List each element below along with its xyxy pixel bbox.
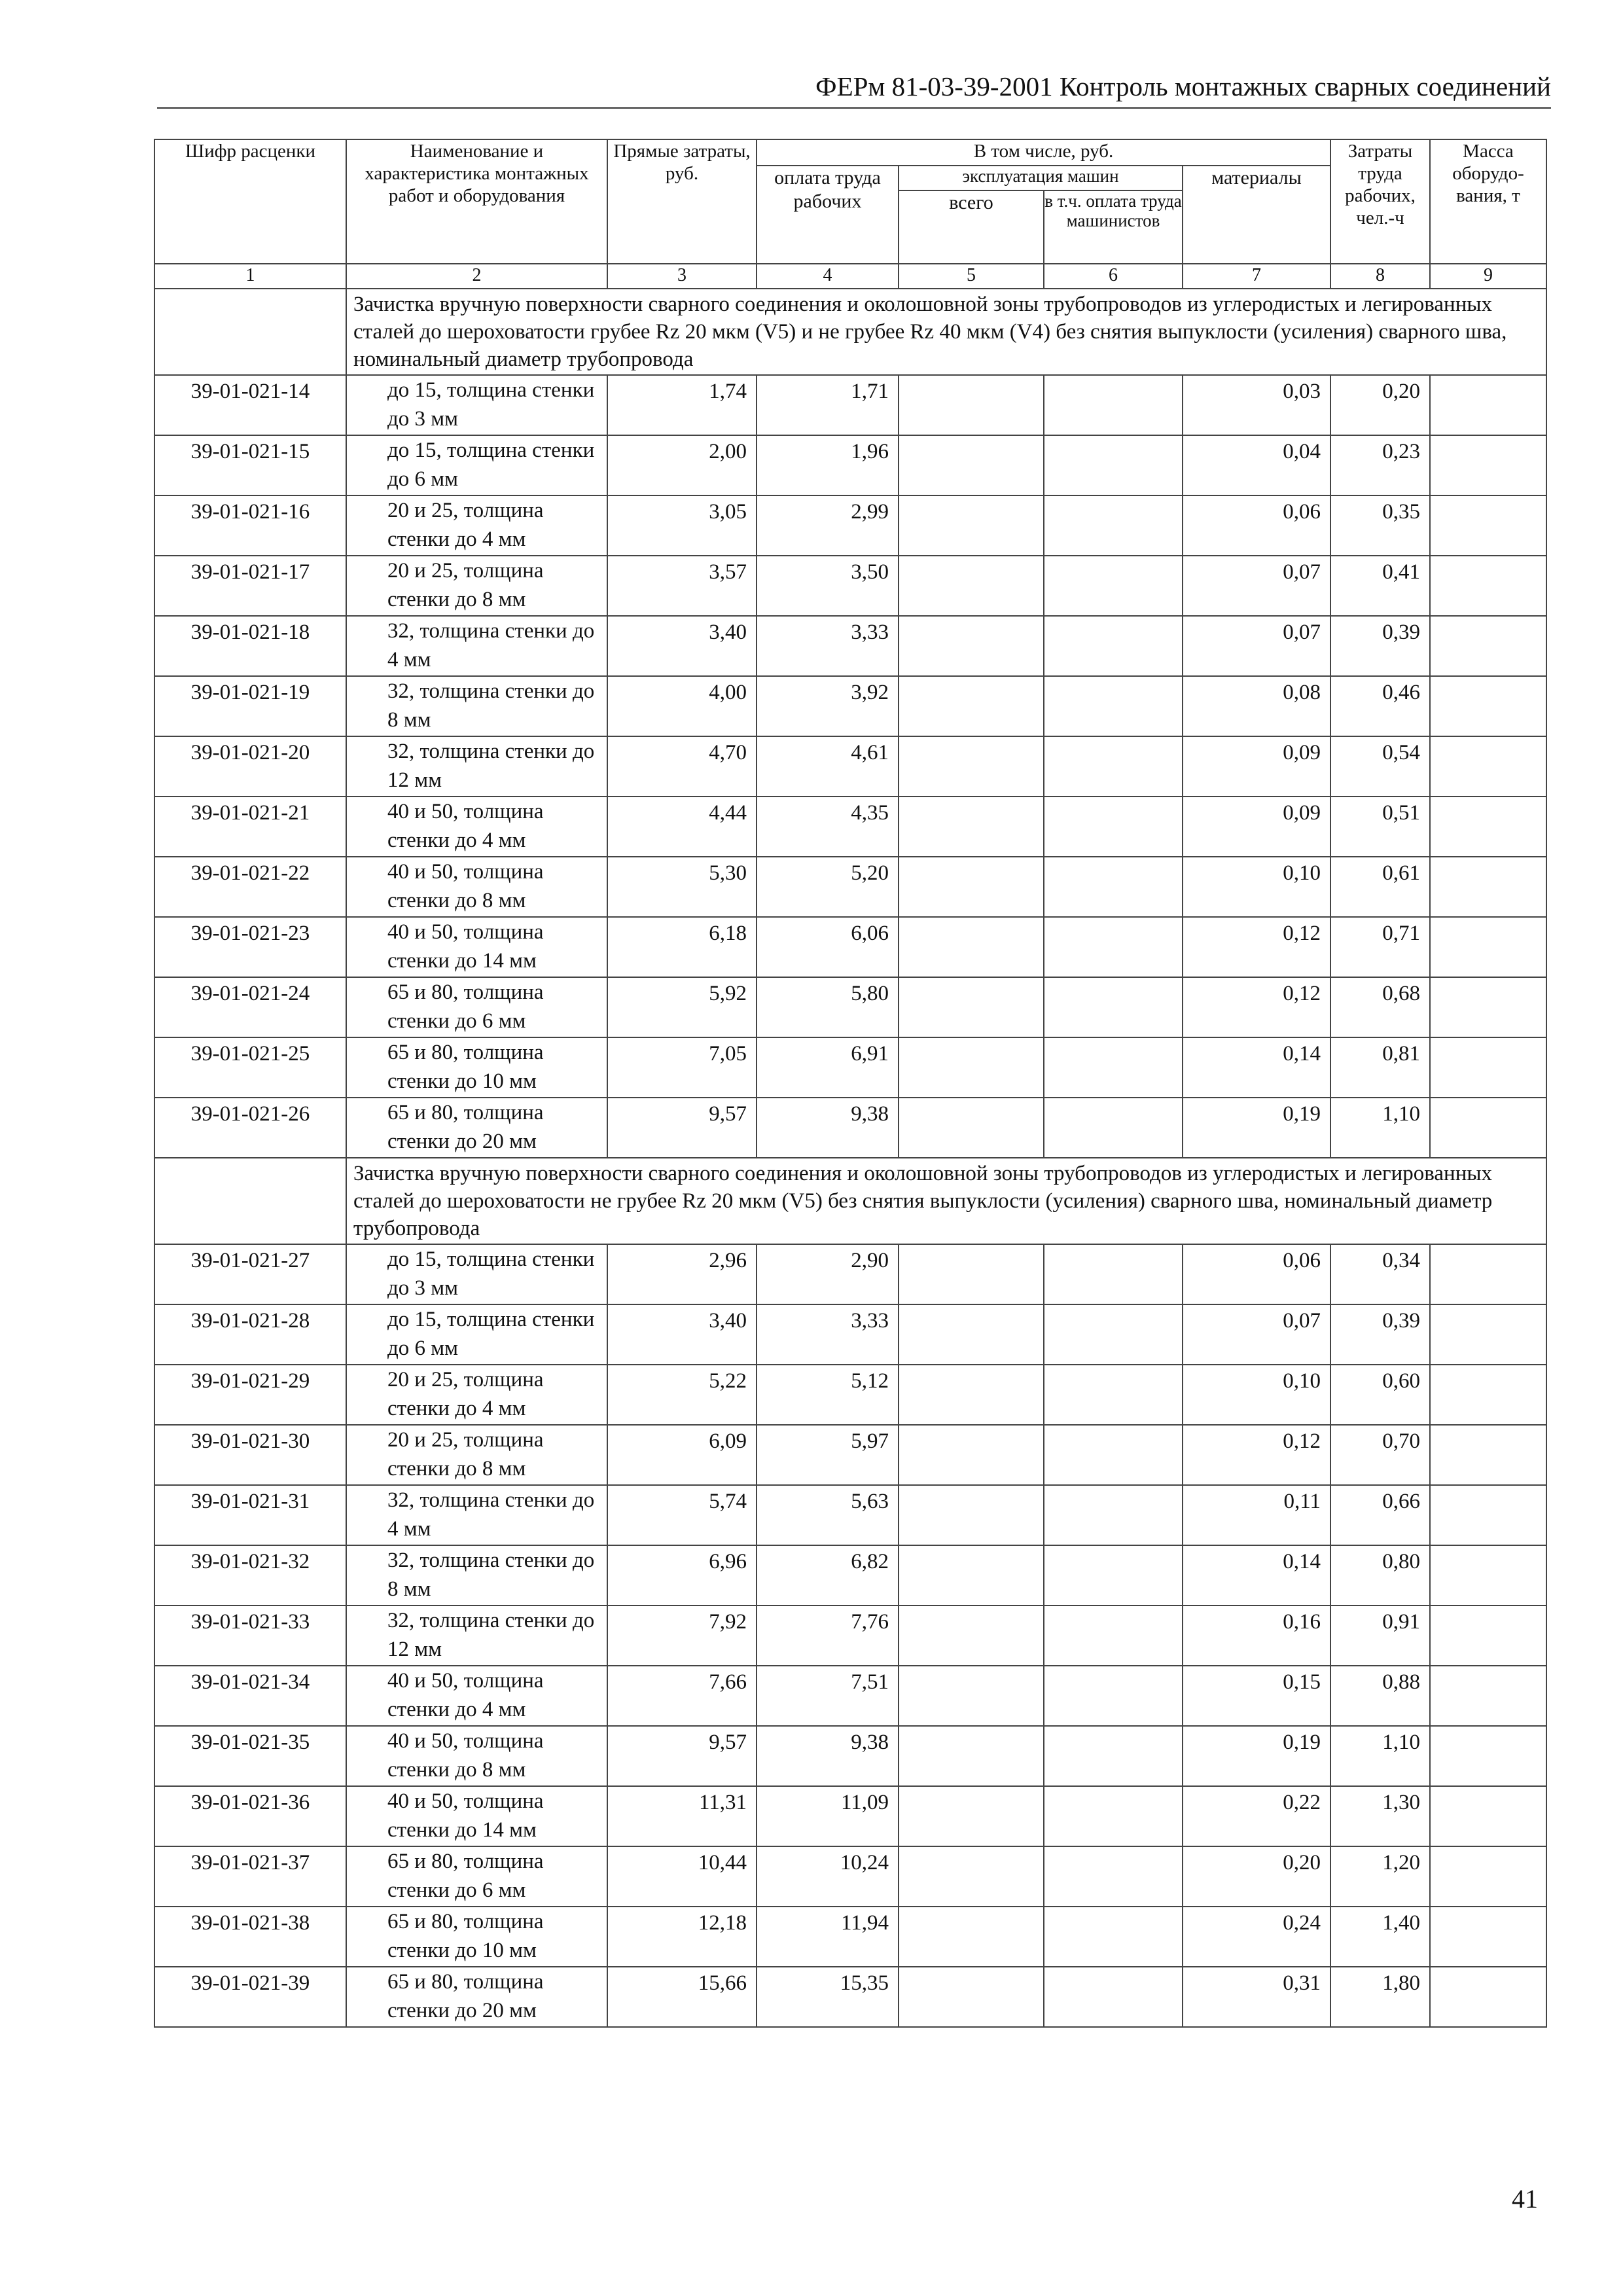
column-number: 2 [346, 264, 607, 289]
equipment-mass [1430, 1545, 1546, 1605]
direct-costs: 9,57 [607, 1098, 757, 1158]
materials-cost: 0,16 [1183, 1605, 1330, 1666]
machines-total [899, 797, 1044, 857]
work-name: до 15, толщина стенки до 3 мм [346, 1244, 607, 1304]
machinists-pay [1044, 1244, 1183, 1304]
table-row [154, 1545, 1546, 1605]
machinists-pay [1044, 1365, 1183, 1425]
labor-pay: 7,51 [757, 1666, 899, 1726]
header-machines-total: всего [899, 190, 1044, 264]
equipment-mass [1430, 676, 1546, 736]
section-title: Зачистка вручную поверхности сварного соединения и околошовной зоны трубопроводов из углеродистых и легированных сталей до шероховатости грубее Rz 20 мкм (V5) и не грубее Rz 40 мкм (V4) без снятия выпуклости (усиления) сварного шва, номинальный диаметр трубопровода [346, 289, 1546, 375]
machinists-pay [1044, 977, 1183, 1037]
work-name: 32, толщина стенки до 12 мм [346, 1605, 607, 1666]
table-row [154, 736, 1546, 797]
price-table [154, 139, 1547, 2028]
direct-costs: 5,22 [607, 1365, 757, 1425]
labor-hours: 0,80 [1330, 1545, 1430, 1605]
labor-hours: 1,80 [1330, 1967, 1430, 2027]
work-name: до 15, толщина стенки до 3 мм [346, 375, 607, 435]
labor-pay: 9,38 [757, 1726, 899, 1786]
direct-costs: 6,18 [607, 917, 757, 977]
section-header-row [154, 289, 1546, 375]
machines-total [899, 857, 1044, 917]
equipment-mass [1430, 1304, 1546, 1365]
equipment-mass [1430, 857, 1546, 917]
rate-code: 39-01-021-16 [154, 495, 346, 556]
direct-costs: 6,96 [607, 1545, 757, 1605]
machinists-pay [1044, 375, 1183, 435]
materials-cost: 0,19 [1183, 1098, 1330, 1158]
machines-total [899, 736, 1044, 797]
machinists-pay [1044, 676, 1183, 736]
table-row [154, 1037, 1546, 1098]
table-row [154, 857, 1546, 917]
machines-total [899, 1907, 1044, 1967]
materials-cost: 0,07 [1183, 556, 1330, 616]
machines-total [899, 1037, 1044, 1098]
rate-code: 39-01-021-19 [154, 676, 346, 736]
work-name: 65 и 80, толщина стенки до 6 мм [346, 1846, 607, 1907]
direct-costs: 11,31 [607, 1786, 757, 1846]
direct-costs: 2,00 [607, 435, 757, 495]
rate-code: 39-01-021-29 [154, 1365, 346, 1425]
table-row [154, 495, 1546, 556]
direct-costs: 12,18 [607, 1907, 757, 1967]
labor-hours: 0,35 [1330, 495, 1430, 556]
direct-costs: 7,92 [607, 1605, 757, 1666]
machines-total [899, 1244, 1044, 1304]
labor-hours: 0,81 [1330, 1037, 1430, 1098]
equipment-mass [1430, 556, 1546, 616]
equipment-mass [1430, 1846, 1546, 1907]
rate-code: 39-01-021-25 [154, 1037, 346, 1098]
table-row [154, 1907, 1546, 1967]
rate-code: 39-01-021-15 [154, 435, 346, 495]
machinists-pay [1044, 1425, 1183, 1485]
header-materials: материалы [1183, 166, 1330, 264]
rate-code: 39-01-021-28 [154, 1304, 346, 1365]
direct-costs: 3,57 [607, 556, 757, 616]
column-number: 7 [1183, 264, 1330, 289]
table-row [154, 1726, 1546, 1786]
rate-code: 39-01-021-23 [154, 917, 346, 977]
header-equipment-mass: Масса оборудо-вания, т [1430, 139, 1546, 264]
equipment-mass [1430, 375, 1546, 435]
labor-pay: 10,24 [757, 1846, 899, 1907]
work-name: 40 и 50, толщина стенки до 14 мм [346, 1786, 607, 1846]
machines-total [899, 556, 1044, 616]
rate-code: 39-01-021-26 [154, 1098, 346, 1158]
rate-code: 39-01-021-37 [154, 1846, 346, 1907]
materials-cost: 0,04 [1183, 435, 1330, 495]
materials-cost: 0,11 [1183, 1485, 1330, 1545]
labor-pay: 2,99 [757, 495, 899, 556]
labor-pay: 4,61 [757, 736, 899, 797]
header-including: В том числе, руб. [757, 139, 1330, 166]
header-labor-pay: оплата труда рабочих [757, 166, 899, 264]
labor-hours: 0,23 [1330, 435, 1430, 495]
materials-cost: 0,22 [1183, 1786, 1330, 1846]
header-code: Шифр расценки [154, 139, 346, 264]
table-row [154, 1967, 1546, 2027]
materials-cost: 0,07 [1183, 1304, 1330, 1365]
direct-costs: 10,44 [607, 1846, 757, 1907]
work-name: до 15, толщина стенки до 6 мм [346, 1304, 607, 1365]
rate-code: 39-01-021-38 [154, 1907, 346, 1967]
header-name: Наименование и характеристика монтажных работ и оборудования [346, 139, 607, 264]
materials-cost: 0,15 [1183, 1666, 1330, 1726]
labor-pay: 7,76 [757, 1605, 899, 1666]
equipment-mass [1430, 797, 1546, 857]
work-name: до 15, толщина стенки до 6 мм [346, 435, 607, 495]
header-direct-costs: Прямые затраты, руб. [607, 139, 757, 264]
labor-hours: 0,46 [1330, 676, 1430, 736]
direct-costs: 15,66 [607, 1967, 757, 2027]
direct-costs: 6,09 [607, 1425, 757, 1485]
section-code-cell [154, 289, 346, 375]
table-row [154, 1666, 1546, 1726]
labor-pay: 2,90 [757, 1244, 899, 1304]
labor-hours: 0,60 [1330, 1365, 1430, 1425]
page-header-title: ФЕРм 81-03-39-2001 Контроль монтажных сварных соединений [815, 71, 1551, 101]
work-name: 40 и 50, толщина стенки до 14 мм [346, 917, 607, 977]
equipment-mass [1430, 1907, 1546, 1967]
materials-cost: 0,10 [1183, 1365, 1330, 1425]
labor-pay: 3,33 [757, 616, 899, 676]
machines-total [899, 1967, 1044, 2027]
labor-hours: 1,40 [1330, 1907, 1430, 1967]
labor-hours: 0,61 [1330, 857, 1430, 917]
direct-costs: 1,74 [607, 375, 757, 435]
machines-total [899, 435, 1044, 495]
equipment-mass [1430, 736, 1546, 797]
work-name: 20 и 25, толщина стенки до 4 мм [346, 1365, 607, 1425]
equipment-mass [1430, 1365, 1546, 1425]
header-labor-hours: Затраты труда рабочих, чел.-ч [1330, 139, 1430, 264]
labor-pay: 6,06 [757, 917, 899, 977]
labor-pay: 5,20 [757, 857, 899, 917]
machines-total [899, 1485, 1044, 1545]
labor-hours: 1,10 [1330, 1098, 1430, 1158]
header-machines: эксплуатация машин [899, 166, 1183, 190]
work-name: 40 и 50, толщина стенки до 4 мм [346, 797, 607, 857]
labor-pay: 5,97 [757, 1425, 899, 1485]
table-row [154, 1365, 1546, 1425]
table-row [154, 1786, 1546, 1846]
machinists-pay [1044, 616, 1183, 676]
rate-code: 39-01-021-27 [154, 1244, 346, 1304]
machinists-pay [1044, 435, 1183, 495]
work-name: 32, толщина стенки до 4 мм [346, 1485, 607, 1545]
machinists-pay [1044, 736, 1183, 797]
machines-total [899, 1425, 1044, 1485]
work-name: 20 и 25, толщина стенки до 8 мм [346, 1425, 607, 1485]
work-name: 65 и 80, толщина стенки до 10 мм [346, 1907, 607, 1967]
table-row [154, 1244, 1546, 1304]
direct-costs: 4,44 [607, 797, 757, 857]
labor-pay: 11,09 [757, 1786, 899, 1846]
equipment-mass [1430, 1244, 1546, 1304]
labor-hours: 1,30 [1330, 1786, 1430, 1846]
machinists-pay [1044, 1666, 1183, 1726]
labor-pay: 5,80 [757, 977, 899, 1037]
materials-cost: 0,14 [1183, 1037, 1330, 1098]
labor-pay: 6,91 [757, 1037, 899, 1098]
machines-total [899, 1846, 1044, 1907]
rate-code: 39-01-021-21 [154, 797, 346, 857]
equipment-mass [1430, 1666, 1546, 1726]
rate-code: 39-01-021-39 [154, 1967, 346, 2027]
work-name: 32, толщина стенки до 12 мм [346, 736, 607, 797]
materials-cost: 0,07 [1183, 616, 1330, 676]
equipment-mass [1430, 917, 1546, 977]
machines-total [899, 375, 1044, 435]
labor-hours: 0,39 [1330, 616, 1430, 676]
rate-code: 39-01-021-22 [154, 857, 346, 917]
labor-pay: 3,33 [757, 1304, 899, 1365]
table-row [154, 917, 1546, 977]
equipment-mass [1430, 1726, 1546, 1786]
work-name: 20 и 25, толщина стенки до 8 мм [346, 556, 607, 616]
materials-cost: 0,12 [1183, 977, 1330, 1037]
page-number: 41 [1512, 2184, 1538, 2214]
machinists-pay [1044, 1605, 1183, 1666]
rate-code: 39-01-021-24 [154, 977, 346, 1037]
table-row [154, 435, 1546, 495]
direct-costs: 4,00 [607, 676, 757, 736]
labor-hours: 0,39 [1330, 1304, 1430, 1365]
labor-hours: 0,20 [1330, 375, 1430, 435]
rate-code: 39-01-021-31 [154, 1485, 346, 1545]
table-row [154, 375, 1546, 435]
materials-cost: 0,14 [1183, 1545, 1330, 1605]
labor-pay: 15,35 [757, 1967, 899, 2027]
machinists-pay [1044, 1907, 1183, 1967]
work-name: 65 и 80, толщина стенки до 6 мм [346, 977, 607, 1037]
labor-pay: 1,71 [757, 375, 899, 435]
machinists-pay [1044, 1545, 1183, 1605]
table-row [154, 1425, 1546, 1485]
machines-total [899, 1304, 1044, 1365]
machines-total [899, 1786, 1044, 1846]
equipment-mass [1430, 1098, 1546, 1158]
machines-total [899, 1726, 1044, 1786]
column-number: 1 [154, 264, 346, 289]
direct-costs: 7,66 [607, 1666, 757, 1726]
direct-costs: 4,70 [607, 736, 757, 797]
rate-code: 39-01-021-33 [154, 1605, 346, 1666]
labor-pay: 5,12 [757, 1365, 899, 1425]
rate-code: 39-01-021-32 [154, 1545, 346, 1605]
work-name: 32, толщина стенки до 8 мм [346, 676, 607, 736]
labor-hours: 1,10 [1330, 1726, 1430, 1786]
machinists-pay [1044, 1967, 1183, 2027]
table-row [154, 616, 1546, 676]
column-numbers-row [154, 264, 1546, 289]
labor-hours: 0,71 [1330, 917, 1430, 977]
direct-costs: 3,40 [607, 1304, 757, 1365]
column-number: 6 [1044, 264, 1183, 289]
labor-pay: 3,92 [757, 676, 899, 736]
machinists-pay [1044, 1786, 1183, 1846]
machinists-pay [1044, 1037, 1183, 1098]
table-row [154, 1846, 1546, 1907]
materials-cost: 0,03 [1183, 375, 1330, 435]
materials-cost: 0,20 [1183, 1846, 1330, 1907]
materials-cost: 0,06 [1183, 495, 1330, 556]
labor-pay: 5,63 [757, 1485, 899, 1545]
work-name: 65 и 80, толщина стенки до 20 мм [346, 1967, 607, 2027]
work-name: 40 и 50, толщина стенки до 8 мм [346, 857, 607, 917]
materials-cost: 0,31 [1183, 1967, 1330, 2027]
table-row [154, 1605, 1546, 1666]
equipment-mass [1430, 1037, 1546, 1098]
direct-costs: 2,96 [607, 1244, 757, 1304]
work-name: 40 и 50, толщина стенки до 8 мм [346, 1726, 607, 1786]
direct-costs: 7,05 [607, 1037, 757, 1098]
work-name: 32, толщина стенки до 8 мм [346, 1545, 607, 1605]
labor-pay: 6,82 [757, 1545, 899, 1605]
labor-hours: 0,54 [1330, 736, 1430, 797]
materials-cost: 0,24 [1183, 1907, 1330, 1967]
materials-cost: 0,12 [1183, 917, 1330, 977]
materials-cost: 0,10 [1183, 857, 1330, 917]
labor-hours: 0,88 [1330, 1666, 1430, 1726]
table-row [154, 1485, 1546, 1545]
equipment-mass [1430, 1425, 1546, 1485]
equipment-mass [1430, 977, 1546, 1037]
work-name: 40 и 50, толщина стенки до 4 мм [346, 1666, 607, 1726]
labor-pay: 9,38 [757, 1098, 899, 1158]
column-number: 3 [607, 264, 757, 289]
machinists-pay [1044, 1846, 1183, 1907]
direct-costs: 3,40 [607, 616, 757, 676]
materials-cost: 0,19 [1183, 1726, 1330, 1786]
machinists-pay [1044, 556, 1183, 616]
equipment-mass [1430, 616, 1546, 676]
machines-total [899, 616, 1044, 676]
table-row [154, 556, 1546, 616]
rate-code: 39-01-021-14 [154, 375, 346, 435]
column-number: 5 [899, 264, 1044, 289]
header-divider [157, 107, 1551, 109]
direct-costs: 5,92 [607, 977, 757, 1037]
rate-code: 39-01-021-17 [154, 556, 346, 616]
materials-cost: 0,08 [1183, 676, 1330, 736]
work-name: 20 и 25, толщина стенки до 4 мм [346, 495, 607, 556]
machines-total [899, 495, 1044, 556]
labor-hours: 0,70 [1330, 1425, 1430, 1485]
work-name: 65 и 80, толщина стенки до 10 мм [346, 1037, 607, 1098]
direct-costs: 9,57 [607, 1726, 757, 1786]
equipment-mass [1430, 1485, 1546, 1545]
equipment-mass [1430, 495, 1546, 556]
machines-total [899, 1365, 1044, 1425]
equipment-mass [1430, 1786, 1546, 1846]
machines-total [899, 1545, 1044, 1605]
machines-total [899, 1605, 1044, 1666]
labor-hours: 0,41 [1330, 556, 1430, 616]
rate-code: 39-01-021-34 [154, 1666, 346, 1726]
column-number: 9 [1430, 264, 1546, 289]
labor-hours: 0,51 [1330, 797, 1430, 857]
header-machinists-pay: в т.ч. оплата труда машинистов [1044, 190, 1183, 264]
labor-hours: 1,20 [1330, 1846, 1430, 1907]
direct-costs: 3,05 [607, 495, 757, 556]
machinists-pay [1044, 1304, 1183, 1365]
labor-pay: 3,50 [757, 556, 899, 616]
table-row [154, 676, 1546, 736]
table-row [154, 977, 1546, 1037]
direct-costs: 5,30 [607, 857, 757, 917]
equipment-mass [1430, 1605, 1546, 1666]
column-number: 8 [1330, 264, 1430, 289]
rate-code: 39-01-021-36 [154, 1786, 346, 1846]
machinists-pay [1044, 1726, 1183, 1786]
labor-pay: 11,94 [757, 1907, 899, 1967]
machines-total [899, 1666, 1044, 1726]
machinists-pay [1044, 917, 1183, 977]
machinists-pay [1044, 1485, 1183, 1545]
materials-cost: 0,06 [1183, 1244, 1330, 1304]
rate-code: 39-01-021-20 [154, 736, 346, 797]
section-header-row [154, 1158, 1546, 1244]
labor-hours: 0,91 [1330, 1605, 1430, 1666]
equipment-mass [1430, 435, 1546, 495]
machinists-pay [1044, 797, 1183, 857]
rate-code: 39-01-021-35 [154, 1726, 346, 1786]
direct-costs: 5,74 [607, 1485, 757, 1545]
equipment-mass [1430, 1967, 1546, 2027]
table-row [154, 1304, 1546, 1365]
materials-cost: 0,09 [1183, 797, 1330, 857]
labor-hours: 0,66 [1330, 1485, 1430, 1545]
machines-total [899, 977, 1044, 1037]
labor-pay: 4,35 [757, 797, 899, 857]
machines-total [899, 917, 1044, 977]
materials-cost: 0,09 [1183, 736, 1330, 797]
work-name: 32, толщина стенки до 4 мм [346, 616, 607, 676]
column-number: 4 [757, 264, 899, 289]
machinists-pay [1044, 495, 1183, 556]
machines-total [899, 676, 1044, 736]
machinists-pay [1044, 1098, 1183, 1158]
labor-hours: 0,34 [1330, 1244, 1430, 1304]
work-name: 65 и 80, толщина стенки до 20 мм [346, 1098, 607, 1158]
machinists-pay [1044, 857, 1183, 917]
machines-total [899, 1098, 1044, 1158]
table-row [154, 1098, 1546, 1158]
labor-hours: 0,68 [1330, 977, 1430, 1037]
section-code-cell [154, 1158, 346, 1244]
rate-code: 39-01-021-18 [154, 616, 346, 676]
materials-cost: 0,12 [1183, 1425, 1330, 1485]
rate-code: 39-01-021-30 [154, 1425, 346, 1485]
labor-pay: 1,96 [757, 435, 899, 495]
table-row [154, 797, 1546, 857]
section-title: Зачистка вручную поверхности сварного соединения и околошовной зоны трубопроводов из углеродистых и легированных сталей до шероховатости не грубее Rz 20 мкм (V5) без снятия выпуклости (усиления) сварного шва, номинальный диаметр трубопровода [346, 1158, 1546, 1244]
